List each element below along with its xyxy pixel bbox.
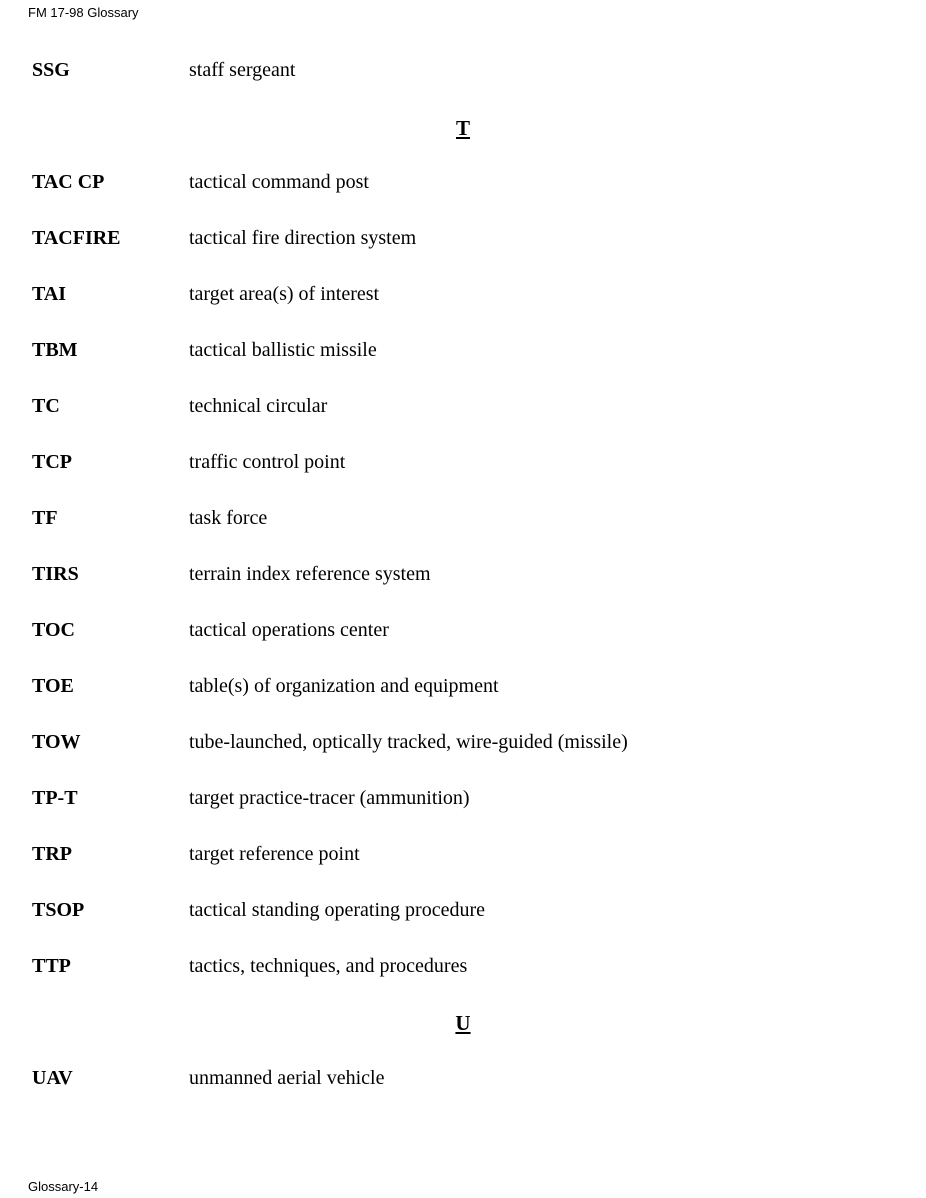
glossary-term: TOC — [32, 619, 75, 641]
glossary-definition: tactics, techniques, and procedures — [189, 955, 468, 977]
glossary-definition: tactical ballistic missile — [189, 339, 377, 361]
glossary-definition: traffic control point — [189, 451, 346, 473]
glossary-term: TF — [32, 507, 58, 529]
glossary-entry-uav — [0, 1064, 926, 1092]
glossary-entry-tow — [0, 728, 926, 756]
glossary-term: TAI — [32, 283, 67, 305]
glossary-term: TACFIRE — [32, 227, 121, 249]
glossary-term: TRP — [32, 843, 72, 865]
glossary-term: TIRS — [32, 563, 79, 585]
glossary-definition: tactical command post — [189, 171, 369, 193]
glossary-definition: task force — [189, 507, 268, 529]
glossary-term: TOW — [32, 731, 81, 753]
glossary-entry-tf — [0, 504, 926, 532]
glossary-term: TSOP — [32, 899, 85, 921]
glossary-entry-ttp — [0, 952, 926, 980]
glossary-definition: target area(s) of interest — [189, 283, 380, 305]
section-heading-u: U — [455, 1011, 471, 1035]
glossary-entry-tbm — [0, 336, 926, 364]
glossary-term: SSG — [32, 59, 70, 81]
glossary-term: TAC CP — [32, 171, 105, 193]
glossary-entry-tc — [0, 392, 926, 420]
glossary-definition: terrain index reference system — [189, 563, 431, 585]
glossary-entry-tcp — [0, 448, 926, 476]
glossary-entry-tp-t — [0, 784, 926, 812]
glossary-definition: tube-launched, optically tracked, wire-guided (missile) — [189, 731, 628, 753]
glossary-term: TTP — [32, 955, 71, 977]
glossary-entry-trp — [0, 840, 926, 868]
glossary-entry-ssg — [0, 56, 926, 84]
glossary-entry-toc — [0, 616, 926, 644]
glossary-entry-tsop — [0, 896, 926, 924]
section-heading-t: T — [455, 116, 470, 140]
glossary-definition: staff sergeant — [189, 59, 296, 81]
glossary-definition: target reference point — [189, 843, 360, 865]
glossary-definition: tactical standing operating procedure — [189, 899, 485, 921]
glossary-term: UAV — [32, 1067, 73, 1089]
page-footer: Glossary-14 — [28, 1179, 99, 1194]
glossary-definition: tactical operations center — [189, 619, 389, 641]
glossary-entry-toe — [0, 672, 926, 700]
glossary-entry-tac-cp — [0, 168, 926, 196]
page-header: FM 17-98 Glossary — [28, 5, 139, 20]
glossary-entry-tacfire — [0, 224, 926, 252]
glossary-definition: unmanned aerial vehicle — [189, 1067, 385, 1089]
glossary-term: TP-T — [32, 787, 78, 809]
glossary-definition: table(s) of organization and equipment — [189, 675, 499, 697]
glossary-definition: technical circular — [189, 395, 328, 417]
glossary-entry-tai — [0, 280, 926, 308]
glossary-entry-tirs — [0, 560, 926, 588]
glossary-definition: tactical fire direction system — [189, 227, 417, 249]
glossary-term: TBM — [32, 339, 78, 361]
glossary-term: TCP — [32, 451, 72, 473]
glossary-term: TOE — [32, 675, 74, 697]
glossary-term: TC — [32, 395, 60, 417]
glossary-definition: target practice-tracer (ammunition) — [189, 787, 470, 809]
